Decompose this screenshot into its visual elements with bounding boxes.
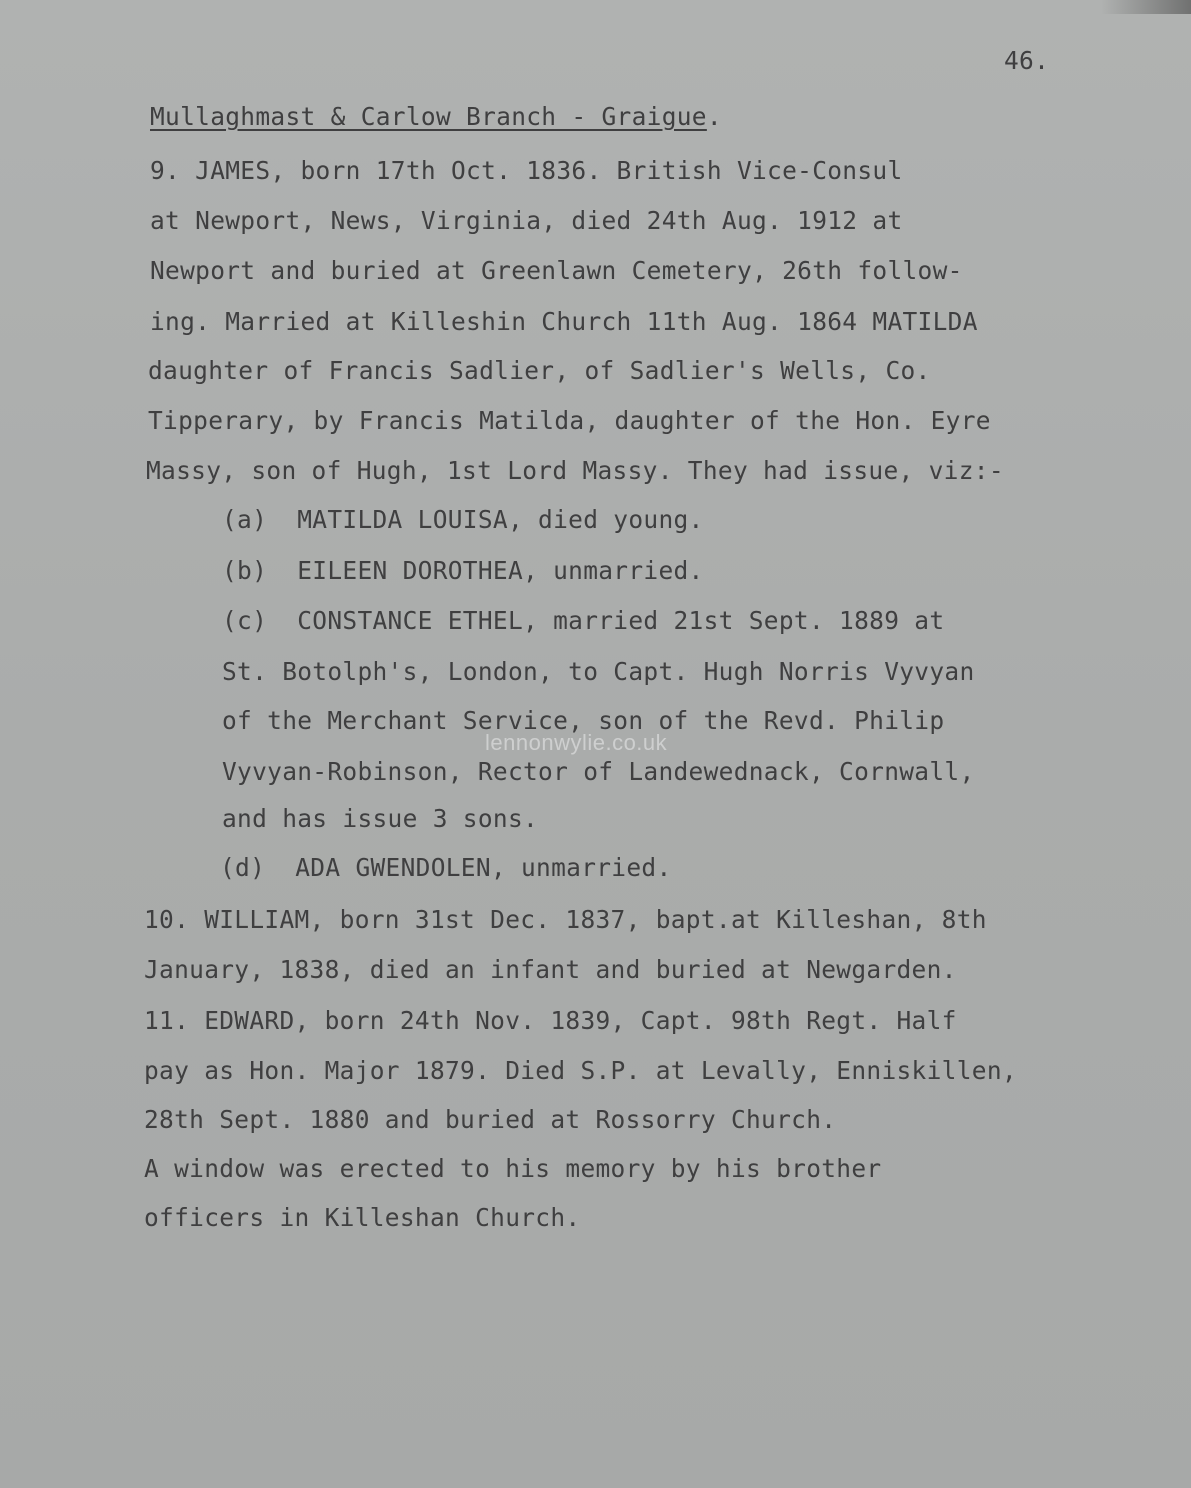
- page-number: 46.: [1004, 46, 1050, 75]
- text-line: January, 1838, died an infant and buried at Newgarden.: [144, 955, 957, 984]
- text-line: Vyvyan-Robinson, Rector of Landewednack, Cornwall,: [222, 757, 975, 786]
- section-heading-title: Mullaghmast & Carlow Branch - Graigue: [150, 102, 707, 131]
- list-item-a: (a) MATILDA LOUISA, died young.: [222, 505, 704, 534]
- text-line: 28th Sept. 1880 and buried at Rossorry Church.: [144, 1105, 837, 1134]
- list-item-b: (b) EILEEN DOROTHEA, unmarried.: [222, 556, 704, 585]
- text-line: officers in Killeshan Church.: [144, 1203, 581, 1232]
- text-line: at Newport, News, Virginia, died 24th Aug. 1912 at: [150, 206, 903, 235]
- text-line: and has issue 3 sons.: [222, 804, 539, 833]
- text-line: A window was erected to his memory by his brother: [144, 1154, 882, 1183]
- text-line: 10. WILLIAM, born 31st Dec. 1837, bapt.at Killeshan, 8th: [144, 905, 987, 934]
- text-line: 11. EDWARD, born 24th Nov. 1839, Capt. 98th Regt. Half: [144, 1006, 957, 1035]
- list-item-d: (d) ADA GWENDOLEN, unmarried.: [220, 853, 672, 882]
- text-line: Massy, son of Hugh, 1st Lord Massy. They had issue, viz:-: [146, 456, 1004, 485]
- section-heading-period: .: [706, 102, 722, 131]
- page-edge-shadow: [1101, 0, 1191, 14]
- section-heading: [150, 102, 722, 132]
- list-item-c: (c) CONSTANCE ETHEL, married 21st Sept. 1889 at: [222, 606, 945, 635]
- text-line: daughter of Francis Sadlier, of Sadlier's Wells, Co.: [148, 356, 931, 385]
- watermark-text: lennonwylie.co.uk: [485, 730, 668, 755]
- text-line: St. Botolph's, London, to Capt. Hugh Norris Vyvyan: [222, 657, 975, 686]
- text-line: 9. JAMES, born 17th Oct. 1836. British Vice-Consul: [150, 156, 903, 185]
- text-line: ing. Married at Killeshin Church 11th Aug. 1864 MATILDA: [150, 307, 978, 336]
- text-line: Newport and buried at Greenlawn Cemetery, 26th follow-: [150, 256, 963, 285]
- text-line: pay as Hon. Major 1879. Died S.P. at Levally, Enniskillen,: [144, 1056, 1017, 1085]
- text-line: of the Merchant Service, son of the Revd. Philip: [222, 706, 945, 735]
- text-line: Tipperary, by Francis Matilda, daughter of the Hon. Eyre: [148, 406, 991, 435]
